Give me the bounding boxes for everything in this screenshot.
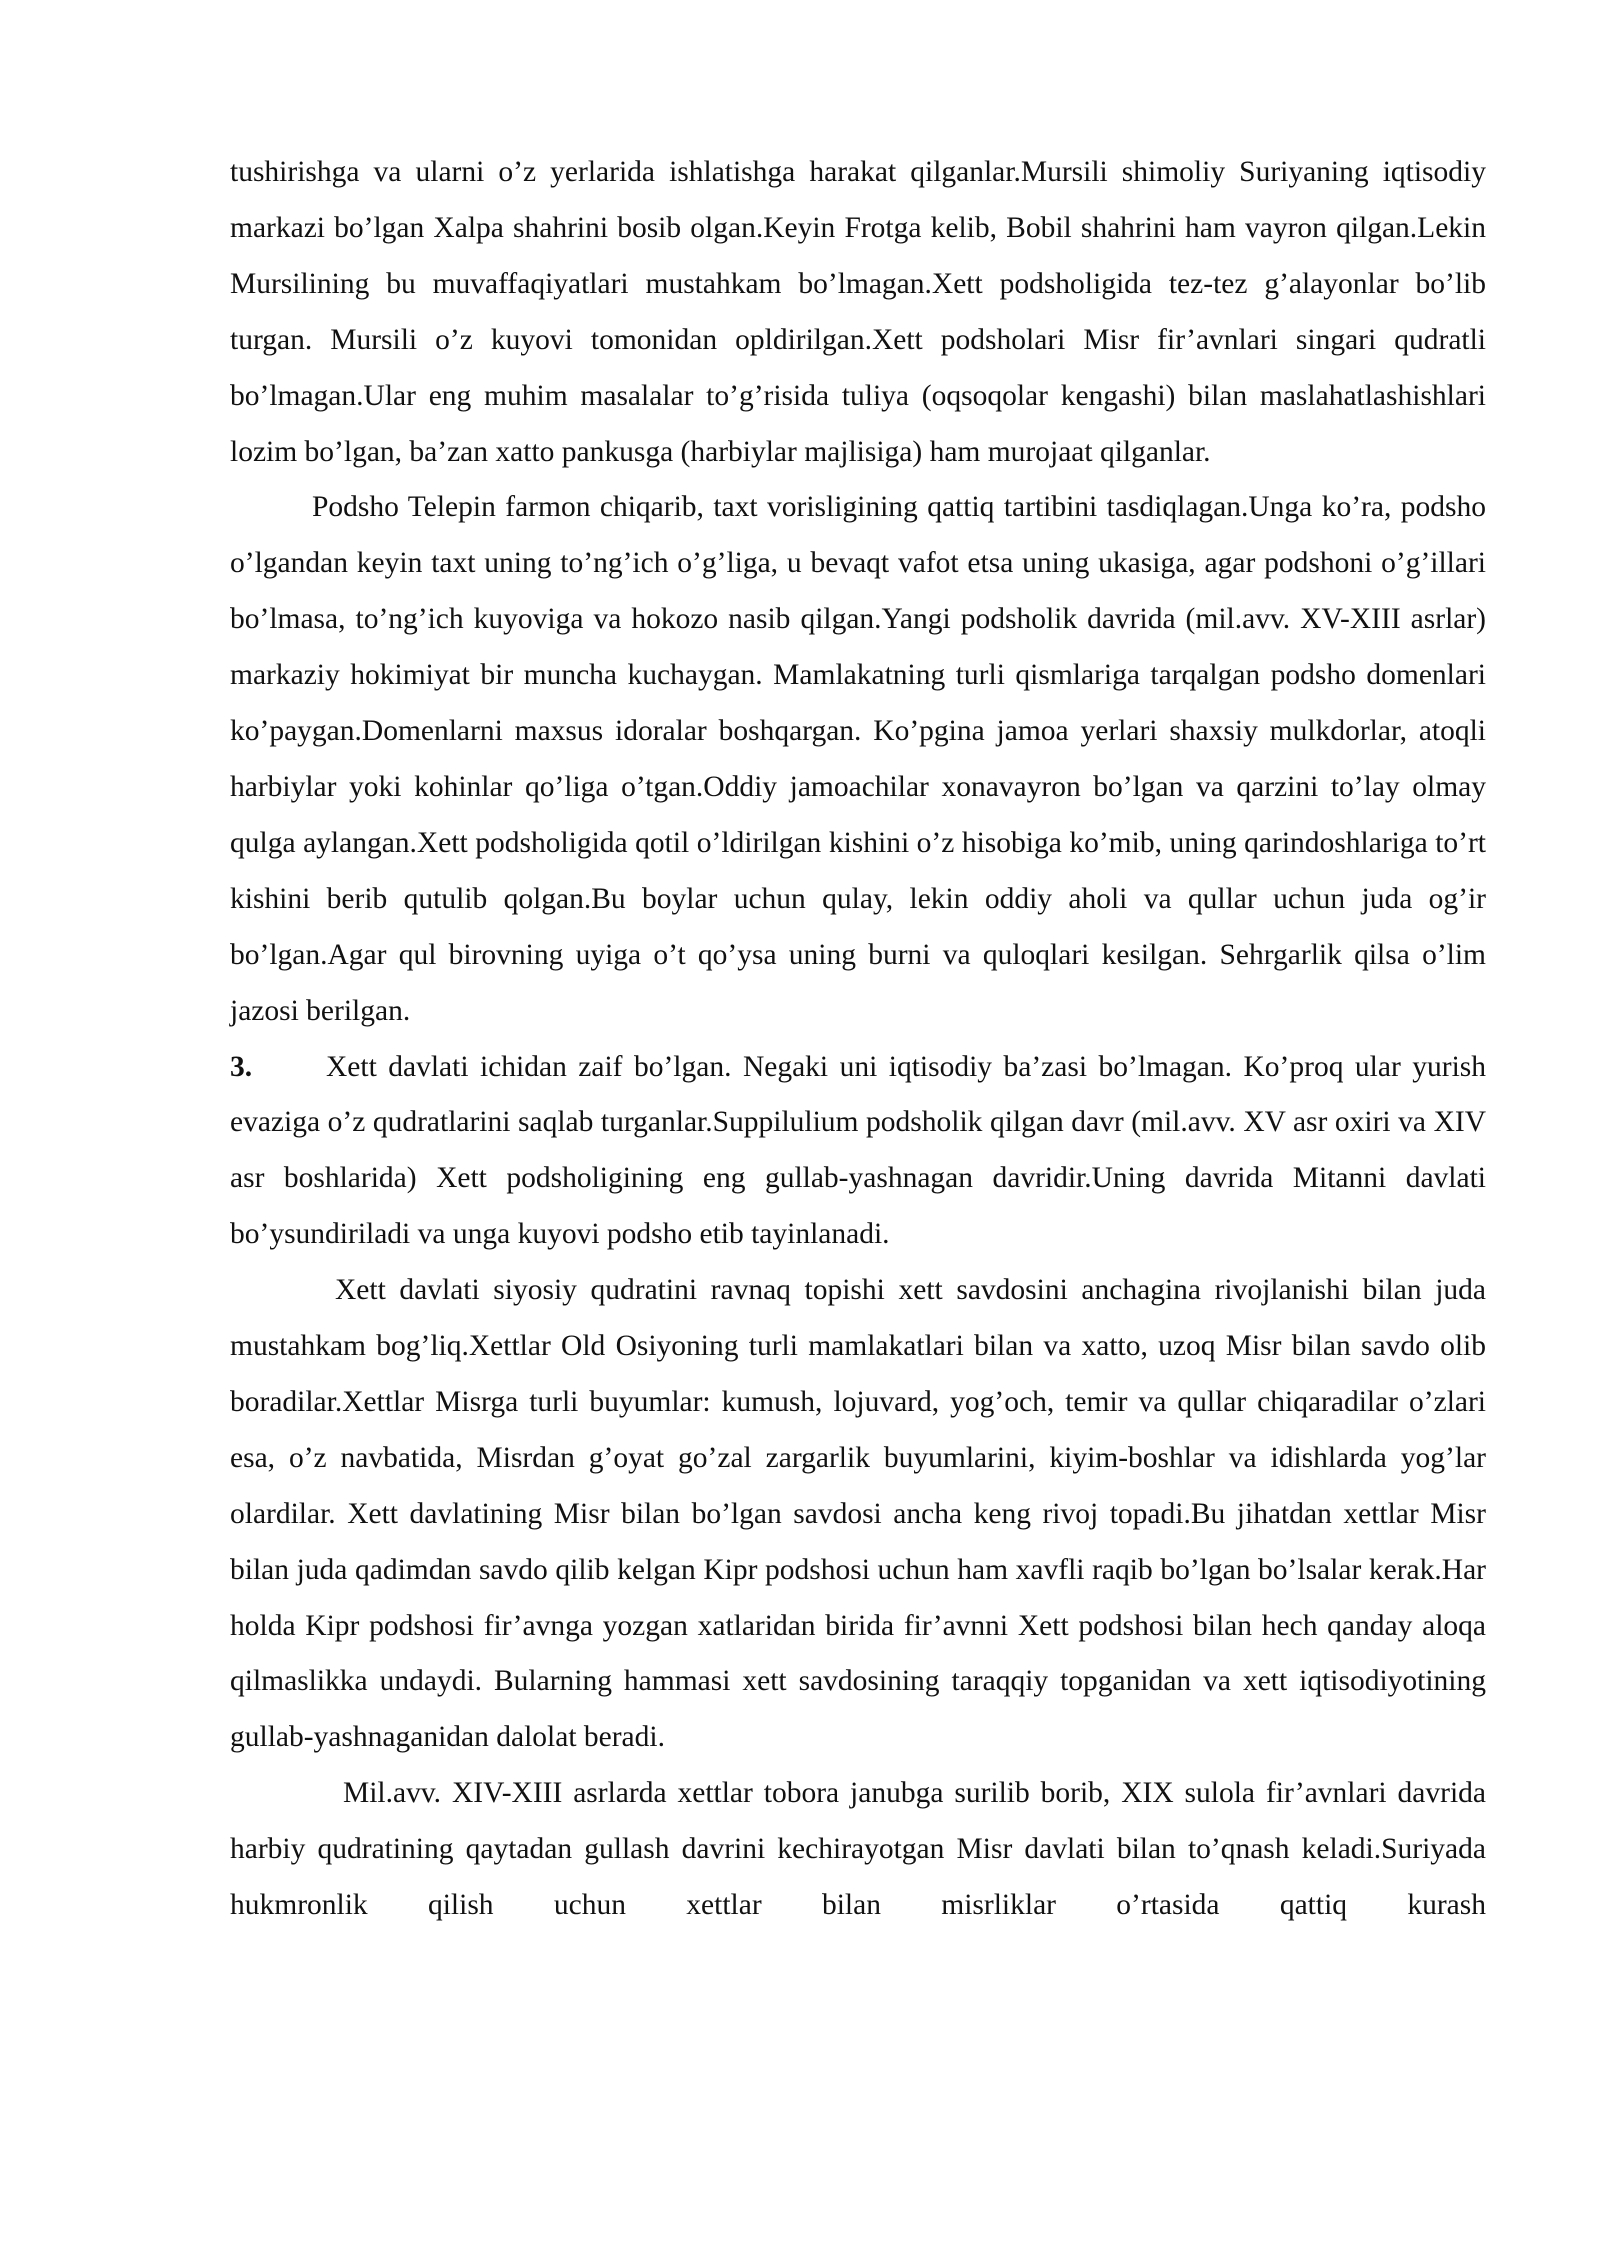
document-page: [230, 145, 1486, 1934]
paragraph-5: Mil.avv. XIV-XIII asrlarda xettlar tobora janubga surilib borib, XIX sulola fir’avnlari davrida harbiy qudratining qaytadan gullash davrini kechirayotgan Misr davlati bilan to’qnash keladi.Suriyada hukmronlik qilish uchun xettlar bilan misrliklar o’rtasida qattiq kurash: [230, 1777, 1486, 1922]
paragraph-1: tushirishga va ularni o’z yerlarida ishlatishga harakat qilganlar.Mursili shimoliy Suriyaning iqtisodiy markazi bo’lgan Xalpa shahrini bosib olgan.Keyin Frotga kelib, Bobil shahrini ham vayron qilgan.Lekin Mursilining bu muvaffaqiyatlari mustahkam bo’lmagan.Xett podsholigida tez-tez g’alayonlar bo’lib turgan. Mursili o’z kuyovi tomonidan opldirilgan.Xett podsholari Misr fir’avnlari singari qudratli bo’lmagan.Ular eng muhim masalalar to’g’risida tuliya (oqsoqolar kengashi) bilan maslahatlashishlari lozim bo’lgan, ba’zan xatto pankusga (harbiylar majlisiga) ham murojaat qilganlar.: [230, 156, 1486, 468]
paragraph-4: Xett davlati siyosiy qudratini ravnaq topishi xett savdosini anchagina rivojlanishi bilan juda mustahkam bog’liq.Xettlar Old Osiyoning turli mamlakatlari bilan va xatto, uzoq Misr bilan savdo olib boradilar.Xettlar Misrga turli buyumlar: kumush, lojuvard, yog’och, temir va qullar chiqaradilar o’zlari esa, o’z navbatida, Misrdan g’oyat go’zal zargarlik buyumlarini, kiyim-boshlar va idishlarda yog’lar olardilar. Xett davlatining Misr bilan bo’lgan savdosi ancha keng rivoj topadi.Bu jihatdan xettlar Misr bilan juda qadimdan savdo qilib kelgan Kipr podshosi uchun ham xavfli raqib bo’lgan bo’lsalar kerak.Har holda Kipr podshosi fir’avnga yozgan xatlaridan birida fir’avnni Xett podshosi bilan hech qanday aloqa qilmaslikka undaydi. Bularning hammasi xett savdosining taraqqiy topganidan va xett iqtisodiyotining gullab-yashnaganidan dalolat beradi.: [230, 1274, 1486, 1754]
paragraph-3-text: Xett davlati ichidan zaif bo’lgan. Negaki uni iqtisodiy ba’zasi bo’lmagan. Ko’proq ular yurish evaziga o’z qudratlarini saqlab turganlar.Suppilulium podsholik qilgan davr (mil.avv. XV asr oxiri va XIV asr boshlarida) Xett podsholigining eng gullab-yashnagan davridir.Uning davrida Mitanni davlati bo’ysundiriladi va unga kuyovi podsho etib tayinlanadi.: [230, 1050, 1486, 1251]
paragraph-2: Podsho Telepin farmon chiqarib, taxt vorisligining qattiq tartibini tasdiqlagan.Unga ko’ra, podsho o’lgandan keyin taxt uning to’ng’ich o’g’liga, u bevaqt vafot etsa uning ukasiga, agar podshoni o’g’illari bo’lmasa, to’ng’ich kuyoviga va hokozo nasib qilgan.Yangi podsholik davrida (mil.avv. XV-XIII asrlar) markaziy hokimiyat bir muncha kuchaygan. Mamlakatning turli qismlariga tarqalgan podsho domenlari ko’paygan.Domenlarni maxsus idoralar boshqargan. Ko’pgina jamoa yerlari shaxsiy mulkdorlar, atoqli harbiylar yoki kohinlar qo’liga o’tgan.Oddiy jamoachilar xonavayron bo’lgan va qarzini to’lay olmay qulga aylangan.Xett podsholigida qotil o’ldirilgan kishini o’z hisobiga ko’mib, uning qarindoshlariga to’rt kishini berib qutulib qolgan.Bu boylar uchun qulay, lekin oddiy aholi va qullar uchun juda og’ir bo’lgan.Agar qul birovning uyiga o’t qo’ysa uning burni va quloqlari kesilgan. Sehrgarlik qilsa o’lim jazosi berilgan.: [230, 491, 1486, 1027]
section-number: 3.: [230, 1050, 253, 1083]
paragraph-3: [230, 1040, 1486, 1264]
